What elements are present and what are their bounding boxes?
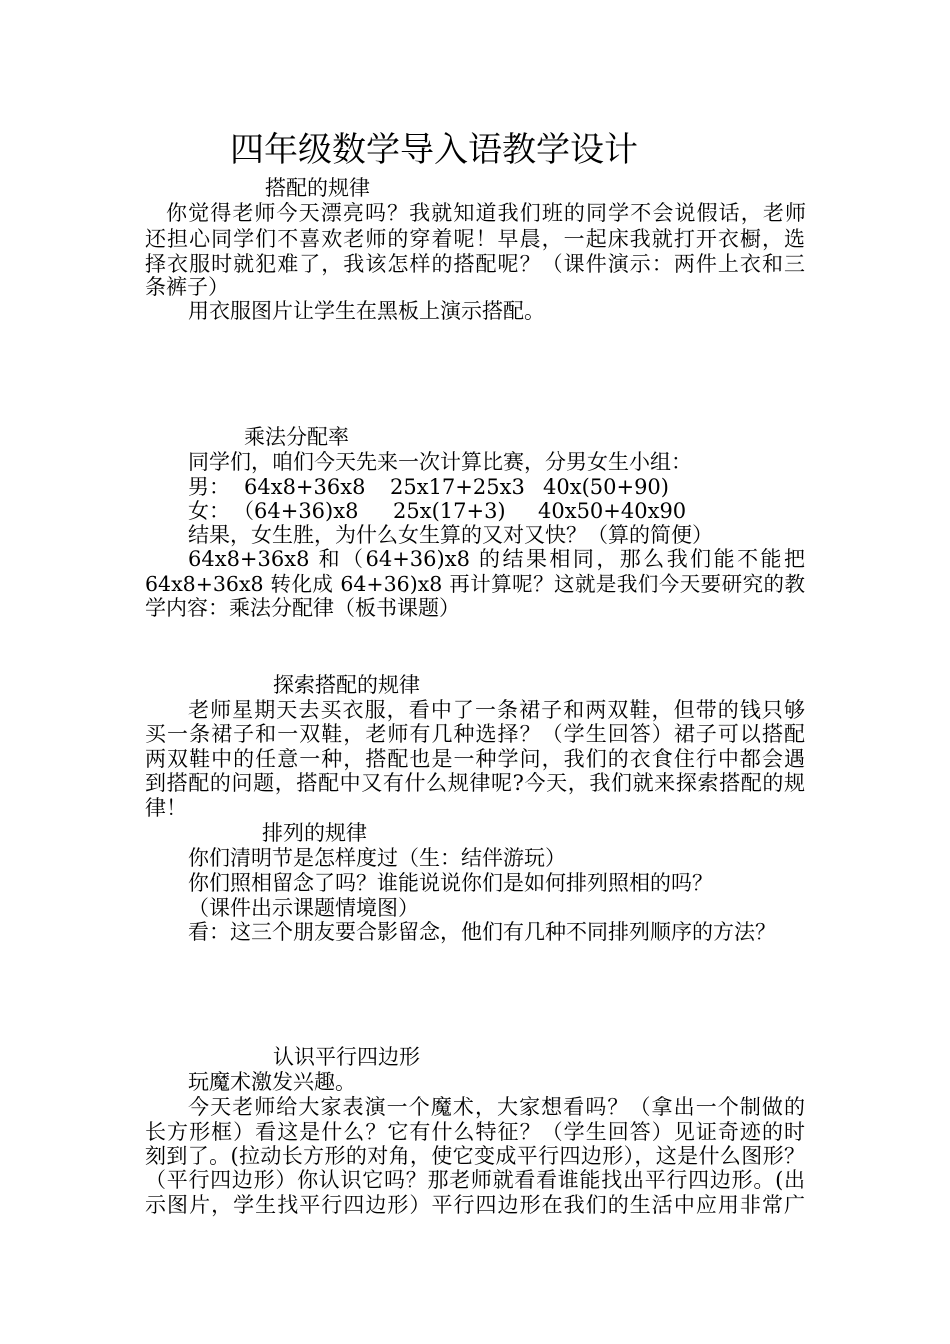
boys-expression: 64x8+36x8 <box>244 475 366 499</box>
girls-expression: 40x50+40x90 <box>538 499 687 523</box>
paragraph-line: 还担心同学们不喜欢老师的穿着呢！早晨，一起床我就打开衣橱，选 <box>145 227 805 251</box>
paragraph-line: 长方形框）看这是什么？它有什么特征？（学生回答）见证奇迹的时 <box>145 1120 805 1144</box>
paragraph-line: （平行四边形）你认识它吗？那老师就看看谁能找出平行四边形。(出 <box>145 1168 805 1192</box>
paragraph-line: 看：这三个朋友要合影留念，他们有几种不同排列顺序的方法？ <box>188 920 776 944</box>
paragraph-line: 学内容：乘法分配律（板书课题） <box>145 596 460 620</box>
paragraph-line: 示图片，学生找平行四边形）平行四边形在我们的生活中应用非常广 <box>145 1193 805 1217</box>
paragraph-line: 律！ <box>145 796 187 820</box>
paragraph-line: 老师星期天去买衣服，看中了一条裙子和两双鞋，但带的钱只够 <box>188 698 805 722</box>
paragraph-line: 条裤子） <box>145 275 229 299</box>
paragraph-line: 你们清明节是怎样度过（生：结伴游玩） <box>188 846 566 870</box>
paragraph-line: 64x8+36x8 转化成 64+36)x8 再计算呢？这就是我们今天要研究的教 <box>145 572 805 596</box>
boys-label: 男： <box>188 475 230 499</box>
boys-expression: 25x17+25x3 <box>390 475 525 499</box>
section-heading-distributive: 乘法分配率 <box>244 425 349 449</box>
paragraph-line: 到搭配的问题，搭配中又有什么规律呢?今天，我们就来探索搭配的规 <box>145 771 805 795</box>
girls-expression: （64+36)x8 <box>233 499 359 523</box>
paragraph-line: （课件出示课题情境图） <box>188 896 419 920</box>
girls-label: 女： <box>188 499 230 523</box>
paragraph-line: 玩魔术激发兴趣。 <box>188 1070 356 1094</box>
section-heading-parallelogram: 认识平行四边形 <box>273 1045 420 1069</box>
section-heading-matching: 搭配的规律 <box>265 176 370 200</box>
paragraph-line: 你觉得老师今天漂亮吗？我就知道我们班的同学不会说假话，老师 <box>166 201 806 225</box>
paragraph-line: 择衣服时就犯难了，我该怎样的搭配呢？（课件演示：两件上衣和三 <box>145 252 805 276</box>
paragraph-line: 64x8+36x8 和（64+36)x8 的结果相同，那么我们能不能把 <box>188 547 805 571</box>
paragraph-line: 买一条裙子和一双鞋，老师有几种选择？（学生回答）裙子可以搭配 <box>145 722 805 746</box>
girls-expression: 25x(17+3) <box>393 499 506 523</box>
paragraph-line: 同学们，咱们今天先来一次计算比赛，分男女生小组： <box>188 450 692 474</box>
document-title: 四年级数学导入语教学设计 <box>230 130 638 170</box>
paragraph-line: 结果，女生胜，为什么女生算的又对又快？（算的简便） <box>188 523 713 547</box>
paragraph-line: 你们照相留念了吗？谁能说说你们是如何排列照相的吗？ <box>188 871 713 895</box>
paragraph-line: 用衣服图片让学生在黑板上演示搭配。 <box>188 299 545 323</box>
section-heading-arrangement: 排列的规律 <box>262 821 367 845</box>
paragraph-line: 今天老师给大家表演一个魔术，大家想看吗？（拿出一个制做的 <box>188 1095 805 1119</box>
paragraph-line: 刻到了。(拉动长方形的对角，使它变成平行四边形），这是什么图形？ <box>145 1144 805 1168</box>
paragraph-line: 两双鞋中的任意一种，搭配也是一种学问，我们的衣食住行中都会遇 <box>145 747 805 771</box>
boys-expression: 40x(50+90) <box>543 475 669 499</box>
section-heading-explore-matching: 探索搭配的规律 <box>273 673 420 697</box>
